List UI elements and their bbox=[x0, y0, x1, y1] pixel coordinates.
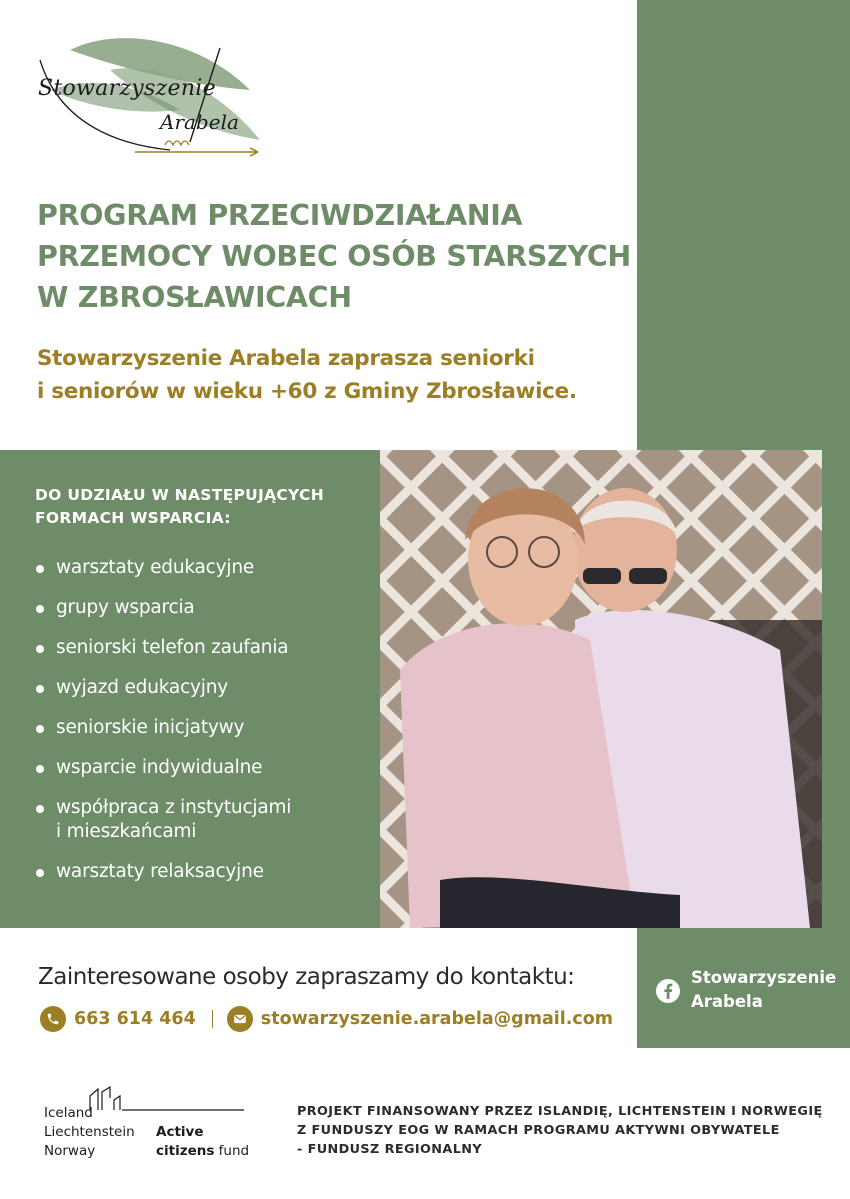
program-title bbox=[37, 195, 631, 318]
country-name: Norway bbox=[44, 1143, 96, 1159]
contact-divider bbox=[212, 1010, 213, 1028]
facebook-page-name bbox=[691, 966, 836, 1014]
fund-name-line1: Active bbox=[156, 1124, 204, 1140]
contact-row bbox=[40, 1004, 613, 1034]
list-item-text: wyjazd edukacyjny bbox=[56, 677, 228, 698]
bullet-icon bbox=[36, 685, 44, 693]
active-citizens-fund-logo bbox=[44, 1086, 254, 1166]
fund-name-line2 bbox=[156, 1142, 249, 1161]
list-item-text: i mieszkańcami bbox=[56, 821, 197, 842]
donor-countries bbox=[44, 1104, 135, 1161]
funding-line: - FUNDUSZ REGIONALNY bbox=[297, 1142, 483, 1157]
photo-illustration bbox=[380, 450, 822, 928]
list-item-text: współpraca z instytucjami bbox=[56, 797, 292, 818]
bullet-icon bbox=[36, 869, 44, 877]
bullet-icon bbox=[36, 805, 44, 813]
list-item bbox=[35, 860, 380, 884]
support-forms-list bbox=[35, 556, 380, 900]
list-item-text: warsztaty edukacyjne bbox=[56, 557, 255, 578]
bullet-icon bbox=[36, 645, 44, 653]
logo-name-line2: Arabela bbox=[160, 110, 239, 134]
funding-line: Z FUNDUSZY EOG W RAMACH PROGRAMU AKTYWNI OBYWATELE bbox=[297, 1123, 780, 1138]
email-link[interactable]: stowarzyszenie.arabela@gmail.com bbox=[260, 1009, 614, 1029]
bullet-icon bbox=[36, 565, 44, 573]
title-line: PROGRAM PRZECIWDZIAŁANIA bbox=[37, 199, 523, 232]
phone-icon bbox=[40, 1006, 66, 1032]
list-item-text: wsparcie indywidualne bbox=[56, 757, 263, 778]
funding-line: PROJEKT FINANSOWANY PRZEZ ISLANDIĘ, LICHTENSTEIN I NORWEGIĘ bbox=[297, 1104, 823, 1119]
invitation-subtitle bbox=[37, 342, 637, 408]
facebook-icon bbox=[656, 979, 680, 1003]
support-heading-line: DO UDZIAŁU W NASTĘPUJĄCYCH bbox=[35, 486, 324, 504]
subtitle-line: i seniorów w wieku +60 z Gminy Zbrosławice. bbox=[37, 379, 577, 404]
bullet-icon bbox=[36, 605, 44, 613]
title-line: W ZBROSŁAWICACH bbox=[37, 281, 352, 314]
list-item bbox=[35, 556, 380, 580]
title-line: PRZEMOCY WOBEC OSÓB STARSZYCH bbox=[37, 240, 631, 273]
arabela-logo bbox=[30, 30, 270, 170]
facebook-name-line: Stowarzyszenie bbox=[691, 968, 837, 987]
phone-number-link[interactable]: 663 614 464 bbox=[74, 1009, 196, 1029]
fund-name-bold: citizens bbox=[156, 1143, 215, 1159]
senior-couple-photo bbox=[380, 450, 822, 928]
bullet-icon bbox=[36, 725, 44, 733]
list-item-text: seniorskie inicjatywy bbox=[56, 717, 245, 738]
country-name: Liechtenstein bbox=[44, 1124, 135, 1140]
country-name: Iceland bbox=[44, 1105, 93, 1121]
facebook-name-line: Arabela bbox=[691, 992, 763, 1011]
facebook-link[interactable] bbox=[656, 966, 846, 1026]
fund-name-rest: fund bbox=[214, 1143, 250, 1159]
list-item bbox=[35, 596, 380, 620]
list-item bbox=[35, 796, 380, 844]
support-heading-line: FORMACH WSPARCIA: bbox=[35, 509, 231, 527]
list-item bbox=[35, 676, 380, 700]
list-item-text: seniorski telefon zaufania bbox=[56, 637, 289, 658]
list-item bbox=[35, 756, 380, 780]
support-forms-heading bbox=[35, 484, 375, 530]
logo-name-line1: Stowarzyszenie bbox=[38, 76, 216, 101]
funding-statement bbox=[297, 1102, 837, 1159]
subtitle-line: Stowarzyszenie Arabela zaprasza seniorki bbox=[37, 346, 535, 371]
email-icon bbox=[227, 1006, 253, 1032]
contact-heading: Zainteresowane osoby zapraszamy do kontaktu: bbox=[38, 964, 575, 990]
list-item-text: warsztaty relaksacyjne bbox=[56, 861, 264, 882]
list-item bbox=[35, 636, 380, 660]
list-item-text: grupy wsparcia bbox=[56, 597, 195, 618]
bullet-icon bbox=[36, 765, 44, 773]
list-item bbox=[35, 716, 380, 740]
fund-name bbox=[156, 1123, 249, 1161]
